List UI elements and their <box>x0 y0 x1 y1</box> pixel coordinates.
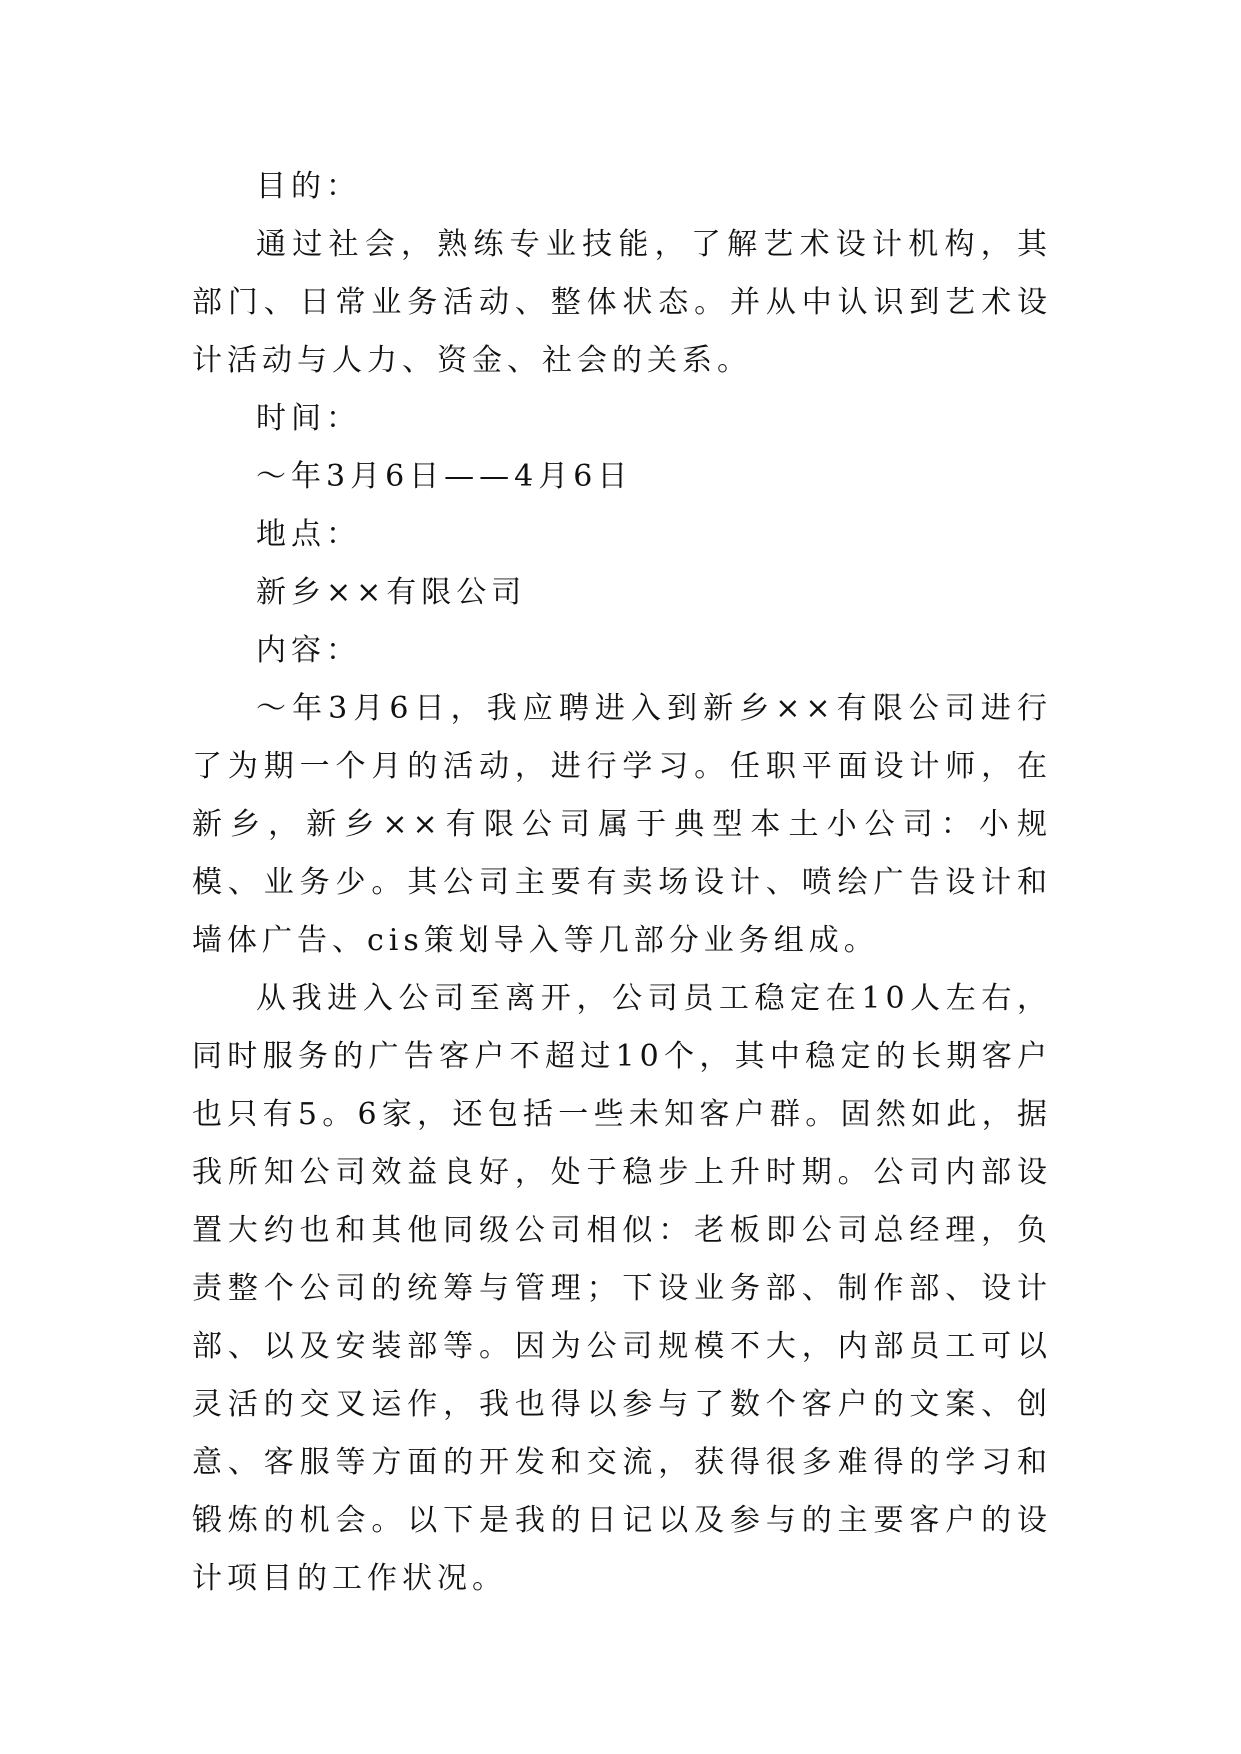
paragraph-content-intro: ～年3月6日，我应聘进入到新乡××有限公司进行了为期一个月的活动，进行学习。任职平面设计师，在新乡，新乡××有限公司属于典型本土小公司：小规模、业务少。其公司主要有卖场设计、喷绘广告设计和墙体广告、cis策划导入等几部分业务组成。 <box>192 691 1052 958</box>
heading-time: 时间： <box>256 401 361 436</box>
paragraph-content-details: 从我进入公司至离开，公司员工稳定在10人左右，同时服务的广告客户不超过10个，其中稳定的长期客户也只有5。6家，还包括一些未知客户群。固然如此，据我所知公司效益良好，处于稳步上升时期。公司内部设置大约也和其他同级公司相似：老板即公司总经理，负责整个公司的统筹与管理；下设业务部、制作部、设计部、以及安装部等。因为公司规模不大，内部员工可以灵活的交叉运作，我也得以参与了数个客户的文案、创意、客服等方面的开发和交流，获得很多难得的学习和锻炼的机会。以下是我的日记以及参与的主要客户的设计项目的工作状况。 <box>192 981 1052 1596</box>
paragraph-time: ～年3月6日——4月6日 <box>256 459 633 494</box>
document-body <box>192 158 1052 1608</box>
heading-content: 内容： <box>256 633 361 668</box>
heading-purpose: 目的： <box>256 169 361 204</box>
paragraph-location: 新乡××有限公司 <box>256 575 527 610</box>
heading-location: 地点： <box>256 517 361 552</box>
paragraph-purpose: 通过社会，熟练专业技能，了解艺术设计机构，其部门、日常业务活动、整体状态。并从中认识到艺术设计活动与人力、资金、社会的关系。 <box>192 227 1052 378</box>
